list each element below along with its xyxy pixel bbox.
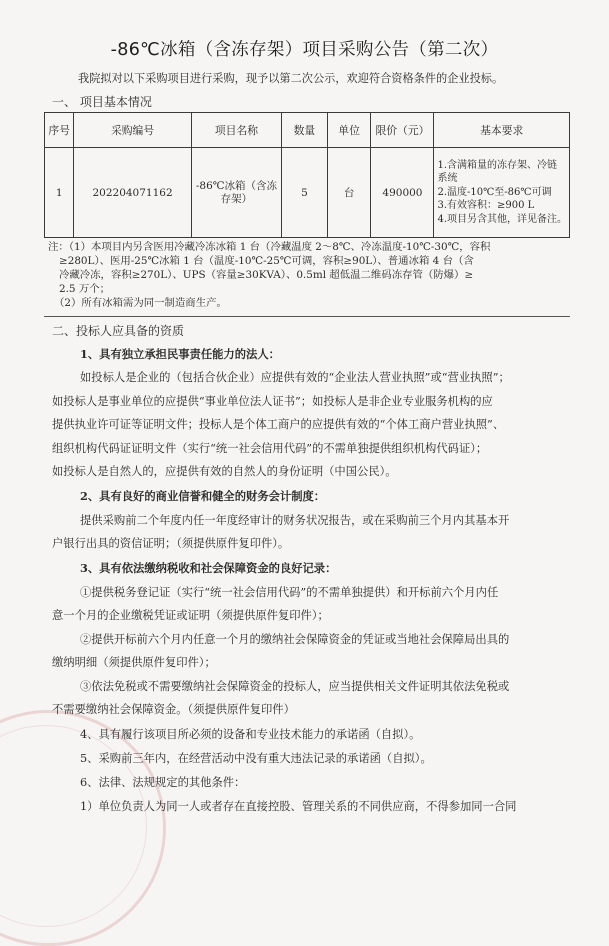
paragraph-line: 不需要缴纳社会保障资金。（须提供原件复印件） [52,703,295,716]
cell-unit: 台 [327,148,371,238]
requirement-line: 4.项目另含其他，详见备注。 [437,213,567,225]
document-title: -86℃冰箱（含冻存架）项目采购公告（第二次） [110,40,499,60]
qualification-heading-3: 3、具有依法缴纳税收和社会保障资金的良好记录： [80,561,337,575]
paragraph-line: 组织机构代码证证明文件（实行“统一社会信用代码”的不需单独提供组织机构代码证）； [52,442,488,455]
paragraph-line: ①提供税务登记证（实行“统一社会信用代码”的不需单独提供）和开标前六个月内任 [80,586,499,599]
paragraph-line: 提供采购前二个年度内任一年度经审计的财务状况报告，或在采购前三个月内其基本开 [80,514,510,527]
paragraph-line: 意一个月的企业缴税凭证或证明（须提供原件复印件）； [52,609,329,622]
section-heading-qualifications: 二、投标人应具备的资质 [52,324,185,338]
paragraph-line: 1）单位负责人为同一人或者存在直接控股、管理关系的不同供应商，不得参加同一合同 [80,800,517,813]
paragraph-line: 提供执业许可证等证明文件；投标人是个体工商户的应提供有效的“个体工商户营业执照”、 [52,418,505,431]
requirement-line: 系统 [437,173,458,185]
table-notes [48,240,566,310]
section-heading-basic-info: 一、 项目基本情况 [52,95,152,109]
header-code: 采购编号 [74,113,191,148]
cell-code: 202204071162 [74,148,191,238]
intro-text: 我院拟对以下采购项目进行采购，现予以第二次公示，欢迎符合资格条件的企业投标。 [78,72,504,85]
divider [44,316,570,317]
paragraph-line: 如投标人是企业的（包括合伙企业）应提供有效的“企业法人营业执照”或“营业执照”； [80,371,510,384]
qualification-item-5: 5、采购前三年内，在经营活动中没有重大违法记录的承诺函（自拟）。 [80,752,432,765]
note-line: ≥280L）、医用-25℃冰箱 1 台（温度-10℃-25℃可调，容积≥90L）、普通冰箱 4 台（含 [59,255,474,267]
cell-qty: 5 [282,148,328,238]
paragraph-line: 缴纳明细（须提供原件复印件）； [52,656,216,669]
cell-name: -86℃冰箱（含冻存架） [191,148,281,238]
qualification-heading-1: 1、具有独立承担民事责任能力的法人： [80,347,280,361]
qualification-item-4: 4、具有履行该项目所必须的设备和专业技术能力的承诺函（自拟）。 [80,728,421,741]
header-unit: 单位 [327,113,371,148]
cell-price: 490000 [371,148,434,238]
note-line: 2.5 万个； [59,283,110,295]
requirement-line: 3.有效容积：≥900 L [437,200,535,212]
note-line: 注：（1）本项目内另含医用冷藏冷冻冰箱 1 台（冷藏温度 2～8℃、冷冻温度-10℃-30℃，容积 [48,241,491,253]
paragraph-line: ②提供开标前六个月内任意一个月的缴纳社会保障资金的凭证或当地社会保障局出具的 [80,633,510,646]
cell-requirements [434,148,570,238]
header-requirements: 基本要求 [434,113,570,148]
cell-no: 1 [45,148,74,238]
note-line: 冷藏冷冻，容积≥270L）、UPS（容量≥30KVA）、0.5ml 超低温二维码冻存管（防爆）≥ [59,269,474,281]
project-table [44,112,570,238]
table-row [45,148,570,238]
paragraph-line: 如投标人是事业单位的应提供“事业单位法人证书”；如投标人是非企业专业服务机构的应 [52,395,493,408]
paragraph-line: 如投标人是自然人的，应提供有效的自然人的身份证明（中国公民）。 [52,465,397,478]
qualification-item-6: 6、法律、法规规定的其他条件： [80,776,246,789]
qualification-heading-2: 2、具有良好的商业信誉和健全的财务会计制度： [80,489,326,503]
requirement-line: 2.温度-10℃至-86℃可调 [437,186,552,198]
table-header-row [45,113,570,148]
header-name: 项目名称 [191,113,281,148]
paragraph-line: ③依法免税或不需要缴纳社会保障资金的投标人，应当提供相关文件证明其依法免税或 [80,680,510,693]
requirement-line: 1.含满箱量的冻存架、冷链 [437,159,557,171]
header-no: 序号 [45,113,74,148]
header-price: 限价（元） [371,113,434,148]
paragraph-line: 户银行出具的资信证明；（须提供原件复印件）。 [52,537,290,550]
note-line: （2）所有冰箱需为同一制造商生产。 [54,297,227,309]
header-qty: 数量 [282,113,328,148]
